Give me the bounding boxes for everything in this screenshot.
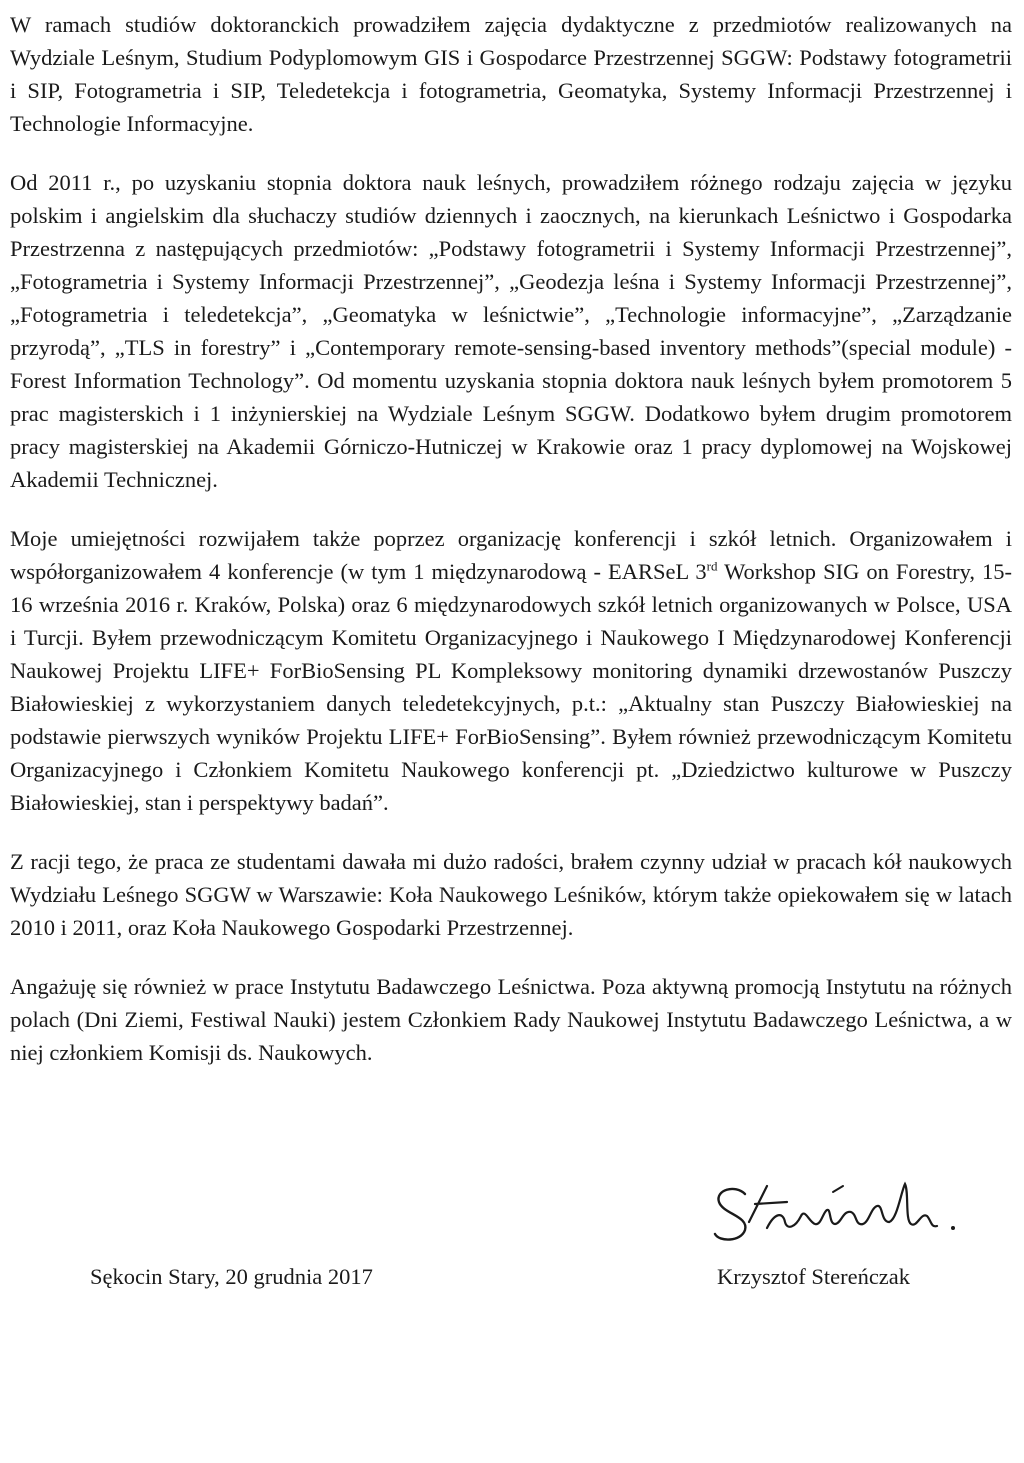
- document-body: [10, 8, 1012, 1069]
- paragraph-student-clubs: Z racji tego, że praca ze studentami dawała mi dużo radości, brałem czynny udział w pracach kół naukowych Wydziału Leśnego SGGW w Warszawie: Koła Naukowego Leśników, którym także opiekowałem się w latach 2010 i 2011, oraz Koła Naukowego Gospodarki Przestrzennej.: [10, 849, 1012, 940]
- paragraph-conferences: [10, 522, 1012, 819]
- handwritten-signature-icon: [705, 1172, 965, 1252]
- signature-block: [0, 1160, 1024, 1320]
- signer-name: Krzysztof Stereńczak: [717, 1264, 911, 1289]
- paragraph-conferences-part-1: Moje umiejętności rozwijałem także poprzez organizację konferencji i szkół letnich. Organizowałem i współorganizowałem 4 konferencje (w tym 1 międzynarodową - EARSeL 3: [10, 526, 1012, 584]
- paragraph-teaching-since-2011: Od 2011 r., po uzyskaniu stopnia doktora nauk leśnych, prowadziłem różnego rodzaju zajęcia w języku polskim i angielskim dla słuchaczy studiów dziennych i zaocznych, na kierunkach Leśnictwo i Gospodarka Przestrzenna z następujących przedmiotów: „Podstawy fotogrametrii i Systemy Informacji Przestrzennej”, „Fotogrametria i Systemy Informacji Przestrzennej”, „Geodezja leśna i Systemy Informacji Przestrzennej”, „Fotogrametria i teledetekcja”, „Geomatyka w leśnictwie”, „Technologie informacyjne”, „Zarządzanie przyrodą”, „TLS in forestry” i „Contemporary remote-sensing-based inventory methods”(special module) - Forest Information Technology”. Od momentu uzyskania stopnia doktora nauk leśnych byłem promotorem 5 prac magisterskich i 1 inżynierskiej na Wydziale Leśnym SGGW. Dodatkowo byłem drugim promotorem pracy magisterskiej na Akademii Górniczo-Hutniczej w Krakowie oraz 1 pracy dyplomowej na Wojskowej Akademii Technicznej.: [10, 170, 1012, 492]
- paragraph-conferences-part-2: Workshop SIG on Forestry, 15-16 września 2016 r. Kraków, Polska) oraz 6 międzynarodowych szkół letnich organizowanych w Polsce, USA i Turcji. Byłem przewodniczącym Komitetu Organizacyjnego i Naukowego I Międzynarodowej Konferencji Naukowej Projektu LIFE+ ForBioSensing PL Kompleksowy monitoring dynamiki drzewostanów Puszczy Białowieskiej z wykorzystaniem danych teledetekcyjnych, p.t.: „Aktualny stan Puszczy Białowieskiej na podstawie pierwszych wyników Projektu LIFE+ ForBioSensing”. Byłem również przewodniczącym Komitetu Organizacyjnego i Członkiem Komitetu Naukowego konferencji pt. „Dziedzictwo kulturowe w Puszczy Białowieskiej, stan i perspektywy badań”.: [10, 559, 1013, 815]
- paragraph-doctoral-teaching: W ramach studiów doktoranckich prowadziłem zajęcia dydaktyczne z przedmiotów realizowanych na Wydziale Leśnym, Studium Podyplomowym GIS i Gospodarce Przestrzennej SGGW: Podstawy fotogrametrii i SIP, Fotogrametria i SIP, Teledetekcja i fotogrametria, Geomatyka, Systemy Informacji Przestrzennej i Technologie Informacyjne.: [10, 12, 1012, 136]
- place-and-date: Sękocin Stary, 20 grudnia 2017: [90, 1264, 373, 1289]
- paragraph-institute-work: Angażuję się również w prace Instytutu Badawczego Leśnictwa. Poza aktywną promocją Instytutu na różnych polach (Dni Ziemi, Festiwal Nauki) jestem Członkiem Rady Naukowej Instytutu Badawczego Leśnictwa, a w niej członkiem Komisji ds. Naukowych.: [10, 974, 1012, 1065]
- superscript-ordinal: rd: [706, 558, 718, 574]
